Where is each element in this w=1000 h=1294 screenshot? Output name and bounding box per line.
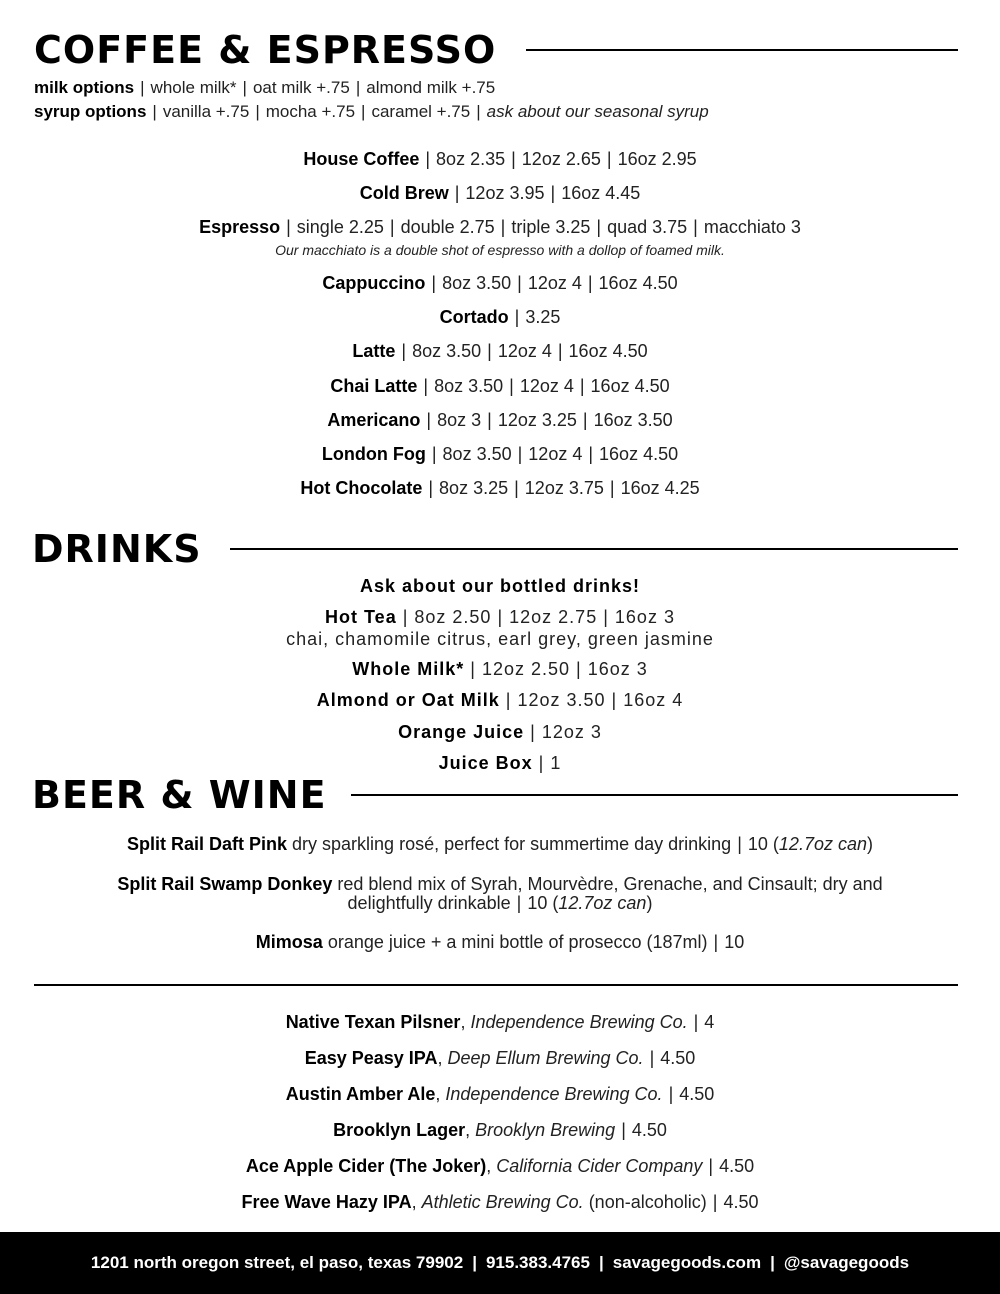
- beer-item: Brooklyn Lager, Brooklyn Brewing | 4.50: [333, 1120, 667, 1140]
- milk-options-label: milk options: [34, 78, 135, 97]
- syrup-options-line: syrup options | vanilla +.75 | mocha +.75 | caramel +.75 | ask about our seasonal syrup: [34, 102, 709, 121]
- wine-item-swamp-donkey: Split Rail Swamp Donkey red blend mix of Syrah, Mourvèdre, Grenache, and Cinsault; dry and: [117, 874, 883, 894]
- syrup-option: vanilla +.75: [162, 102, 250, 121]
- wine-item-mimosa: Mimosa orange juice + a mini bottle of prosecco (187ml) | 10: [255, 932, 745, 952]
- menu-item-almond-oat-milk: Almond or Oat Milk | 12oz 3.50 | 16oz 4: [316, 690, 684, 710]
- syrup-note: ask about our seasonal syrup: [486, 102, 709, 121]
- menu-item-cold-brew: Cold Brew | 12oz 3.95 | 16oz 4.45: [359, 183, 641, 203]
- wine-item-daft-pink: Split Rail Daft Pink dry sparkling rosé, perfect for summertime day drinking | 10 (12.7oz can): [126, 834, 873, 854]
- menu-item-london-fog: London Fog | 8oz 3.50 | 12oz 4 | 16oz 4.50: [321, 444, 679, 464]
- beer-item: Native Texan Pilsner, Independence Brewing Co. | 4: [285, 1012, 715, 1032]
- syrup-option: mocha +.75: [265, 102, 356, 121]
- drinks-section-rule: [230, 548, 958, 550]
- milk-option: almond milk +.75: [366, 78, 496, 97]
- beer-wine-section-rule: [351, 794, 958, 796]
- wine-item-swamp-donkey-cont: delightfully drinkable | 10 (12.7oz can): [347, 893, 653, 913]
- menu-item-cappuccino: Cappuccino | 8oz 3.50 | 12oz 4 | 16oz 4.50: [322, 273, 678, 293]
- milk-option: oat milk +.75: [252, 78, 350, 97]
- menu-item-hot-tea: Hot Tea | 8oz 2.50 | 12oz 2.75 | 16oz 3: [325, 607, 675, 627]
- menu-item-orange-juice: Orange Juice | 12oz 3: [398, 722, 602, 742]
- menu-item-house-coffee: House Coffee | 8oz 2.35 | 12oz 2.65 | 16oz 2.95: [303, 149, 697, 169]
- menu-item-cortado: Cortado | 3.25: [439, 307, 561, 327]
- syrup-options-label: syrup options: [34, 102, 147, 121]
- beer-divider: [34, 984, 958, 986]
- milk-options-line: milk options | whole milk* | oat milk +.75 | almond milk +.75: [34, 78, 496, 97]
- tea-flavors: chai, chamomile citrus, earl grey, green jasmine: [286, 629, 714, 649]
- menu-item-hot-chocolate: Hot Chocolate | 8oz 3.25 | 12oz 3.75 | 16oz 4.25: [300, 478, 700, 498]
- espresso-note: Our macchiato is a double shot of espresso with a dollop of foamed milk.: [275, 242, 725, 258]
- beer-item: Easy Peasy IPA, Deep Ellum Brewing Co. | 4.50: [304, 1048, 696, 1068]
- footer-website[interactable]: savagegoods.com: [612, 1253, 762, 1272]
- menu-item-chai-latte: Chai Latte | 8oz 3.50 | 12oz 4 | 16oz 4.50: [330, 376, 670, 396]
- beer-item: Free Wave Hazy IPA, Athletic Brewing Co. (non-alcoholic) | 4.50: [241, 1192, 759, 1212]
- syrup-option: caramel +.75: [371, 102, 471, 121]
- bottled-drinks-note: Ask about our bottled drinks!: [359, 576, 640, 596]
- footer-phone[interactable]: 915.383.4765: [485, 1253, 590, 1272]
- footer-address: 1201 north oregon street, el paso, texas 79902: [90, 1253, 464, 1272]
- beer-wine-section-title: BEER & WINE: [32, 773, 327, 817]
- menu-item-juice-box: Juice Box | 1: [438, 753, 562, 773]
- drinks-section-title: DRINKS: [32, 527, 202, 571]
- milk-option: whole milk*: [150, 78, 237, 97]
- beer-item: Austin Amber Ale, Independence Brewing Co. | 4.50: [285, 1084, 715, 1104]
- beer-wine-section-header: [0, 773, 1000, 817]
- menu-item-americano: Americano | 8oz 3 | 12oz 3.25 | 16oz 3.50: [327, 410, 673, 430]
- menu-item-latte: Latte | 8oz 3.50 | 12oz 4 | 16oz 4.50: [352, 341, 648, 361]
- beer-item: Ace Apple Cider (The Joker), California Cider Company | 4.50: [245, 1156, 755, 1176]
- menu-item-whole-milk: Whole Milk* | 12oz 2.50 | 16oz 3: [352, 659, 648, 679]
- coffee-section-header: [0, 28, 1000, 72]
- footer-bar: 1201 north oregon street, el paso, texas 79902 | 915.383.4765 | savagegoods.com | @savagegoods: [0, 1232, 1000, 1294]
- coffee-section-title: COFFEE & ESPRESSO: [34, 28, 497, 72]
- drinks-section-header: [0, 527, 1000, 571]
- menu-item-espresso: Espresso | single 2.25 | double 2.75 | triple 3.25 | quad 3.75 | macchiato 3: [199, 217, 801, 237]
- footer-social-handle[interactable]: @savagegoods: [783, 1253, 910, 1272]
- coffee-section-rule: [526, 49, 958, 51]
